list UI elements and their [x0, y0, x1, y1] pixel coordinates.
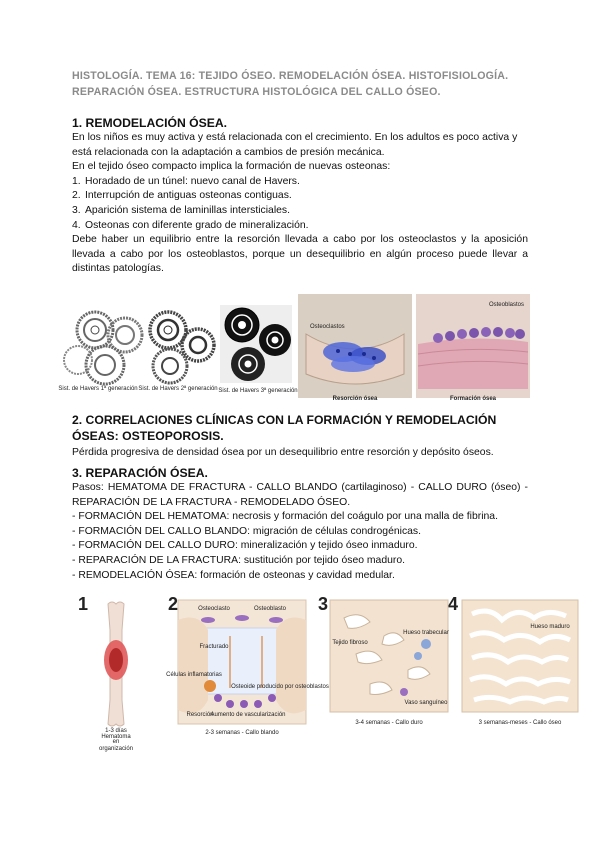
stage-1-number: 1 [78, 594, 89, 614]
section-2-title: 2. CORRELACIONES CLÍNICAS CON LA FORMACIÓN Y REMODELACIÓN ÓSEAS: OSTEOPOROSIS. [72, 413, 497, 443]
stage-3-number: 3 [318, 594, 329, 614]
list-item: 4. Osteonas con diferente grado de mineralización. [72, 219, 309, 231]
list-item: 3. Aparición sistema de laminillas intersticiales. [72, 204, 291, 216]
list-item: 2. Interrupción de antiguas osteonas contiguas. [72, 190, 292, 202]
stage-2-inflammatory-label: Células inflamatorias [166, 672, 222, 678]
stage-2-resorption-label: Resorción [186, 712, 214, 718]
stage-2-vascular-label: Aumento de vascularización [210, 712, 286, 718]
stage-1-caption-c: en [112, 739, 120, 745]
section-1-lead: En el tejido óseo compacto implica la formación de nuevas osteonas: [72, 161, 391, 173]
stage-2-figure [166, 600, 329, 740]
stage-3-fibrous-label: Tejido fibroso [332, 640, 368, 646]
havers-gen-2-caption: Sist. de Havers 2ª generación [138, 386, 218, 392]
stage-3-figure [330, 600, 448, 730]
header-line-2: REPARACIÓN ÓSEA. ESTRUCTURA HISTOLÓGICA DEL CALLO ÓSEO. [72, 86, 441, 98]
section-1-balance: Debe haber un equilibrio entre la resorción llevada a cabo por los osteoclastos y la aposición llevada a cabo por los osteoblastos, porque un desequilibrio en algún proceso puede llevar a distintas patologías. [72, 234, 528, 275]
stage-4-number: 4 [448, 594, 459, 614]
osteoclast-label: Osteoclastos [310, 324, 345, 330]
header-line-1: HISTOLOGÍA. TEMA 16: TEJIDO ÓSEO. REMODELACIÓN ÓSEA. HISTOFISIOLOGÍA. [72, 70, 509, 82]
stage-1-caption-b: Hematoma [101, 734, 131, 740]
stage-1-caption-extra [90, 738, 150, 754]
stage-2-caption: 2-3 semanas - Callo blando [205, 730, 279, 736]
document-header [72, 68, 542, 100]
list-item: 1. Horadado de un túnel: nuevo canal de Havers. [72, 175, 300, 187]
stage-2-number: 2 [168, 594, 179, 614]
section-1-body [72, 131, 528, 277]
havers-generations-figure [58, 300, 298, 400]
stage-3-vessel-label: Vaso sanguíneo [404, 700, 448, 706]
stage-2-fracture-label: Fracturado [199, 644, 229, 650]
stage-4-mature-label: Hueso maduro [530, 624, 570, 630]
stage-1-figure [90, 600, 150, 740]
list-item: - FORMACIÓN DEL CALLO BLANDO: migración de células condrogénicas. [72, 525, 421, 537]
stage-2-osteoclast-label: Osteoclasto [198, 606, 230, 612]
havers-gen-3-illustration [220, 305, 292, 383]
stage-3-trabecular-label: Hueso trabecular [403, 630, 449, 636]
stage-1-caption-a: 1-3 días [105, 728, 127, 734]
section-1-intro: En los niños es muy activa y está relacionada con el crecimiento. En los adultos es poco activa y está relacionada con la adaptación a cambios de presión mecánica. [72, 132, 518, 158]
section-1-title: 1. REMODELACIÓN ÓSEA. [72, 116, 228, 130]
stage-3-caption: 3-4 semanas - Callo duro [355, 720, 423, 726]
resorption-formation-figure [298, 294, 530, 406]
section-3-title: 3. REPARACIÓN ÓSEA. [72, 466, 208, 480]
fractured-bone-illustration [104, 602, 128, 726]
resorption-caption: Resorción ósea [332, 396, 378, 402]
havers-gen-3-caption: Sist. de Havers 3ª generación [218, 388, 298, 394]
osteoblast-label: Osteoblastos [488, 302, 524, 308]
list-item: - REPARACIÓN DE LA FRACTURA: sustitución por tejido óseo maduro. [72, 554, 406, 566]
stage-1-caption-d: organización [98, 746, 134, 752]
list-item: - FORMACIÓN DEL HEMATOMA: necrosis y formación del coágulo por una malla de fibrina. [72, 511, 498, 523]
osteon-steps-list [72, 175, 528, 233]
stage-2-osteoblast-label: Osteoblasto [253, 606, 287, 612]
stage-2-osteoid-label: Osteoide producido por osteoblastos [231, 684, 329, 690]
formation-caption: Formación ósea [449, 396, 497, 402]
list-item: - REMODELACIÓN ÓSEA: formación de osteonas y cavidad medular. [72, 569, 395, 581]
section-2-text: Pérdida progresiva de densidad ósea por un desequilibrio entre resorción y depósito óseos. [72, 447, 494, 458]
stage-4-figure [462, 600, 578, 730]
havers-gen-1-caption: Sist. de Havers 1ª generación [58, 386, 138, 392]
section-3-body [72, 481, 528, 583]
list-item: - FORMACIÓN DEL CALLO DURO: mineralización y tejido óseo inmaduro. [72, 540, 418, 552]
stage-4-caption: 3 semanas-meses - Callo óseo [478, 720, 562, 726]
section-3-steps: Pasos: HEMATOMA DE FRACTURA - CALLO BLANDO (cartilaginoso) - CALLO DURO (óseo) - REPARACIÓN DE LA FRACTURA - REMODELADO ÓSEO. [72, 482, 528, 508]
